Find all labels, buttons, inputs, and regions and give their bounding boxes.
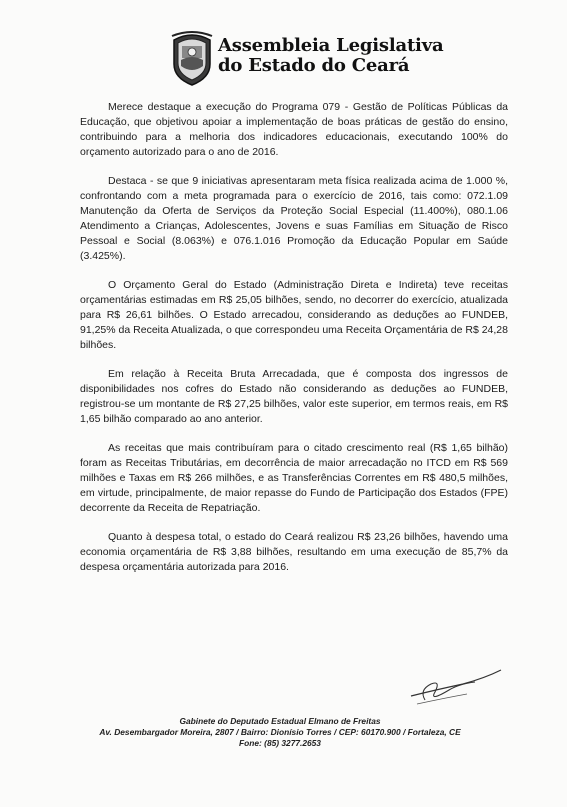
paragraph-revenue-growth: As receitas que mais contribuíram para o citado crescimento real (R$ 1,65 bilhão) foram as Receitas Tributárias, em decorrência de maior arrecadação no ITCD em R$ 569 milhões e Taxas em R$ 266 milhões, e as Transferências Correntes em R$ 480,5 milhões, em virtude, principalmente, de maior repasse do Fundo de Participação dos Estados (FPE) decorrente da Receita de Repatriação. [80,442,508,514]
footer-address: Av. Desembargador Moreira, 2807 / Bairro: Dionísio Torres / CEP: 60170.900 / Fortaleza, CE [99,727,461,737]
document-body [80,100,508,589]
assembly-title [218,36,448,76]
paragraph-physical-targets: Destaca - se que 9 iniciativas apresentaram meta física realizada acima de 1.000 %, confrontando com a meta programada para o exercício de 2016, tais como: 072.1.09 Manutenção da Oferta de Serviços da Proteção Social Especial (11.400%), 080.1.06 Atendimento a Crianças, Adolescentes, Jovens e suas Famílias em Situação de Risco Pessoal e Social (8.063%) e 076.1.016 Promoção da Educação Popular em Saúde (3.425%). [80,175,508,262]
handwritten-signature [405,660,505,710]
footer-contact [60,716,500,749]
state-seal-icon [170,30,214,86]
paragraph-education-program: Merece destaque a execução do Programa 079 - Gestão de Políticas Públicas da Educação, que objetivou apoiar a implementação de boas práticas de gestão do ensino, contribuindo para a melhoria dos indicadores educacionais, executando 100% do orçamento autorizado para o ano de 2016. [80,101,508,158]
title-line-2: do Estado do Ceará [218,55,410,76]
title-line-1: Assembleia Legislativa [218,35,444,56]
footer-office: Gabinete do Deputado Estadual Elmano de Freitas [179,716,381,726]
paragraph-general-budget: O Orçamento Geral do Estado (Administração Direta e Indireta) teve receitas orçamentárias estimadas em R$ 25,05 bilhões, sendo, no decorrer do exercício, atualizada para R$ 26,61 bilhões. O Estado arrecadou, considerando as deduções ao FUNDEB, 91,25% da Receita Atualizada, o que correspondeu uma Receita Orçamentária de R$ 24,28 bilhões. [80,279,508,351]
footer-phone: Fone: (85) 3277.2653 [239,738,321,748]
paragraph-total-expense: Quanto à despesa total, o estado do Ceará realizou R$ 23,26 bilhões, havendo uma economia orçamentária de R$ 3,88 bilhões, resultando em uma execução de 85,7% da despesa orçamentária autorizada para 2016. [80,531,508,573]
paragraph-gross-revenue: Em relação à Receita Bruta Arrecadada, que é composta dos ingressos de disponibilidades nos cofres do Estado não considerando as deduções ao FUNDEB, registrou-se um montante de R$ 27,25 bilhões, valor este superior, em termos reais, em R$ 1,65 bilhão comparado ao ano anterior. [80,368,508,425]
